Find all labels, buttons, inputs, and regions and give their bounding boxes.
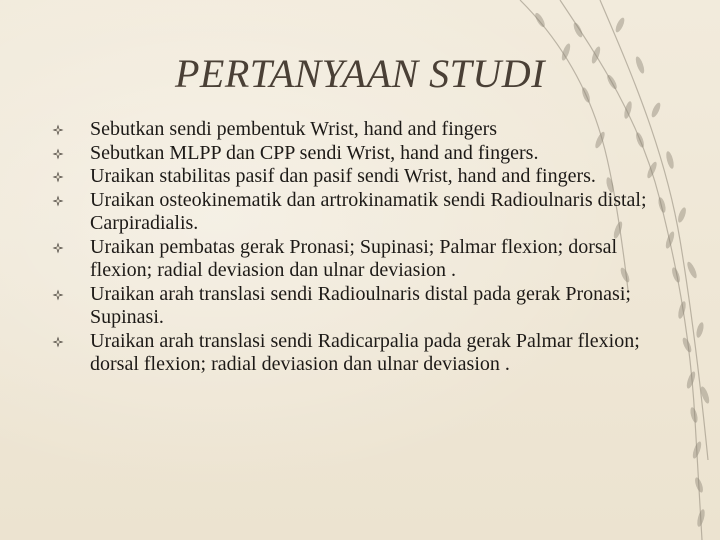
diamond-bullet-icon [52,148,64,160]
list-item-text: Sebutkan sendi pembentuk Wrist, hand and fingers [90,118,498,140]
question-list [48,118,668,377]
list-item-text: Uraikan arah translasi sendi Radicarpalia pada gerak Palmar flexion; dorsal flexion; radial deviasion dan ulnar deviasion . [90,329,640,375]
diamond-bullet-icon [52,124,64,136]
list-item-text: Uraikan pembatas gerak Pronasi; Supinasi; Palmar flexion; dorsal flexion; radial deviasion dan ulnar deviasion . [90,235,618,281]
list-item [48,118,668,142]
list-item-text: Uraikan osteokinematik dan artrokinamatik sendi Radioulnaris distal; Carpiradialis. [90,188,647,234]
list-item [48,236,668,283]
list-item [48,142,668,166]
list-item [48,189,668,236]
list-item [48,165,668,189]
diamond-bullet-icon [52,289,64,301]
diamond-bullet-icon [52,171,64,183]
list-item-text: Uraikan stabilitas pasif dan pasif sendi Wrist, hand and fingers. [90,165,596,187]
list-item-text: Sebutkan MLPP dan CPP sendi Wrist, hand and fingers. [90,141,539,164]
diamond-bullet-icon [52,336,64,348]
diamond-bullet-icon [52,242,64,254]
slide-title: PERTANYAAN STUDI [174,51,546,96]
list-item [48,330,668,377]
list-item-text: Uraikan arah translasi sendi Radioulnaris distal pada gerak Pronasi; Supinasi. [90,282,631,328]
diamond-bullet-icon [52,195,64,207]
list-item [48,283,668,330]
